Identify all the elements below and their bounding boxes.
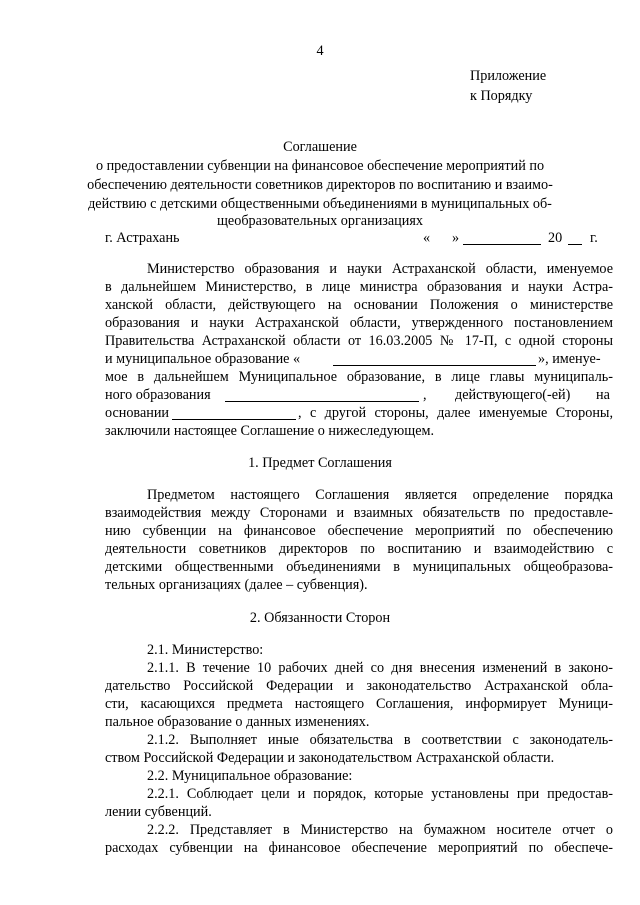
preamble-line: в дальнейшем Министерство, в лице министра образования и науки Астра-: [105, 279, 613, 295]
preamble-line: образования и науки Астраханской области, утвержденного постановлением: [105, 315, 613, 331]
city-label: г. Астрахань: [105, 230, 180, 246]
date-quote-close: »: [452, 230, 460, 246]
agreement-title-line: действию с детскими общественными объединениями в муниципальных об-: [88, 196, 552, 212]
basis-blank: [172, 407, 296, 420]
preamble-basis-start: основании: [105, 405, 170, 421]
date-month-blank: [463, 232, 541, 245]
preamble-municipality-end: », именуе-: [538, 351, 601, 367]
preamble-line: заключили настоящее Соглашение о нижеследующем.: [105, 423, 435, 439]
agreement-heading: Соглашение: [283, 139, 357, 155]
clause-2-1-2-line: ством Российской Федерации и законодательством Астраханской области.: [105, 750, 555, 766]
clause-2-2: 2.2. Муниципальное образование:: [147, 768, 353, 784]
agreement-title-line: обеспечению деятельности советников директоров по воспитанию и взаимо-: [87, 177, 553, 193]
section-1-line: взаимодействия между Сторонами и взаимных обязательств по предоставле-: [105, 505, 613, 521]
section-1-line: нию субвенции на финансовое обеспечение мероприятий по обеспечению: [105, 523, 613, 539]
clause-2-2-1-line: 2.2.1. Соблюдает цели и порядок, которые установлены при предостав-: [147, 786, 613, 802]
annex-line-1: Приложение: [470, 68, 547, 84]
preamble-head-on: на: [596, 387, 610, 403]
clause-2-1-2-line: 2.1.2. Выполняет иные обязательства в соответствии с законодатель-: [147, 732, 613, 748]
date-year-suffix: г.: [590, 230, 598, 246]
preamble-line: Правительства Астраханской области от 16.03.2005 № 17-П, с одной стороны: [105, 333, 613, 349]
preamble-head-start: ного образования: [105, 387, 211, 403]
date-year-prefix: 20: [548, 230, 563, 246]
clause-2-1-1-line: сти, касающихся предмета настоящего Соглашения, информирует Муници-: [105, 696, 613, 712]
annex-line-2: к Порядку: [470, 88, 533, 104]
clause-2-2-1-line: лении субвенций.: [105, 804, 212, 820]
date-year-blank: [568, 232, 582, 245]
section-1-title: 1. Предмет Соглашения: [248, 455, 392, 471]
section-1-line: деятельности советников директоров по воспитанию и взаимодействию с: [105, 541, 613, 557]
section-1-line: Предметом настоящего Соглашения является определение порядка: [147, 487, 613, 503]
preamble-basis-end: , с другой стороны, далее именуемые Стороны,: [298, 405, 613, 421]
section-2-title: 2. Обязанности Сторон: [249, 610, 391, 626]
municipality-name-blank: [333, 353, 536, 366]
clause-2-2-2-line: 2.2.2. Представляет в Министерство на бумажном носителе отчет о: [147, 822, 613, 838]
agreement-title-line: щеобразовательных организациях: [217, 213, 423, 229]
preamble-municipality-start: и муниципальное образование «: [105, 351, 301, 367]
page-number: 4: [316, 43, 324, 59]
clause-2-2-2-line: расходах субвенции на финансовое обеспечение мероприятий по обеспече-: [105, 840, 613, 856]
clause-2-1-1-line: 2.1.1. В течение 10 рабочих дней со дня внесения изменений в законо-: [147, 660, 613, 676]
preamble-head-comma: ,: [423, 387, 427, 403]
head-name-blank: [225, 389, 419, 402]
preamble-line: Министерство образования и науки Астраханской области, именуемое: [147, 261, 613, 277]
clause-2-1-1-line: дательство Российской Федерации и законодательство Астраханской обла-: [105, 678, 613, 694]
preamble-line: мое в дальнейшем Муниципальное образование, в лице главы муниципаль-: [105, 369, 613, 385]
preamble-head-acting: действующего(-ей): [455, 387, 571, 403]
preamble-line: ханской области, действующего на основании Положения о министерстве: [105, 297, 613, 313]
section-1-line: детскими общественными объединениями в муниципальных общеобразова-: [105, 559, 613, 575]
clause-2-1: 2.1. Министерство:: [147, 642, 264, 658]
clause-2-1-1-line: пальное образование о данных изменениях.: [105, 714, 370, 730]
date-quote-open: «: [423, 230, 431, 246]
section-1-line: тельных организациях (далее – субвенция).: [105, 577, 368, 593]
agreement-title-line: о предоставлении субвенции на финансовое обеспечение мероприятий по: [95, 158, 545, 174]
